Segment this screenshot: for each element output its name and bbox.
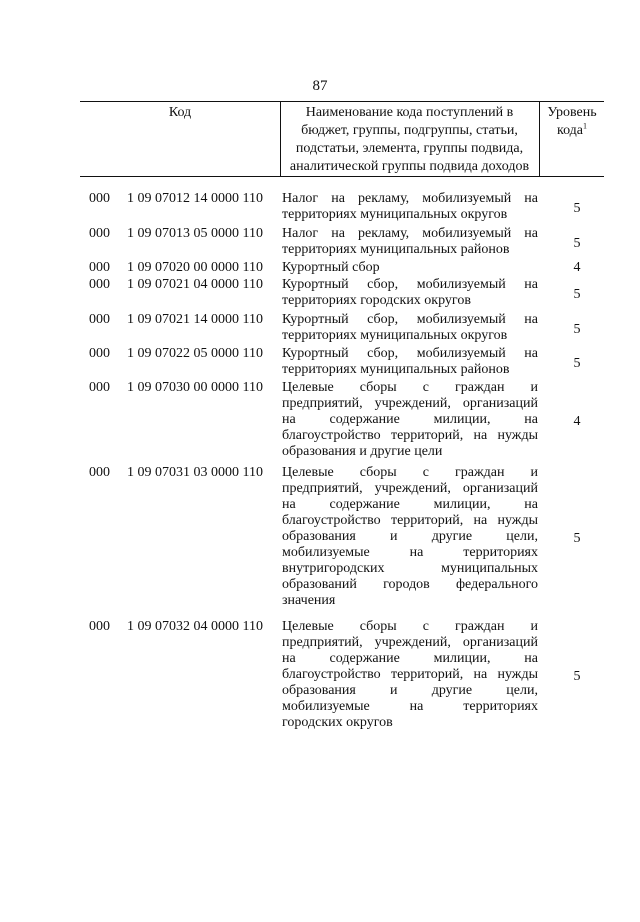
group-code: 000 bbox=[89, 380, 110, 395]
revenue-name-line: территориях муниципальных округов bbox=[282, 207, 508, 222]
revenue-name bbox=[282, 277, 538, 309]
revenue-name-line: предприятий, учреждений, организаций bbox=[282, 396, 538, 411]
code-level: 4 bbox=[573, 414, 581, 429]
revenue-name-line: Целевые сборы с граждан и bbox=[282, 619, 538, 634]
revenue-name-line: благоустройство территорий, на нужды bbox=[282, 667, 538, 682]
code-level: 5 bbox=[573, 531, 581, 546]
revenue-code: 1 09 07021 04 0000 110 bbox=[127, 277, 263, 292]
revenue-name-line: образования и другие цели, bbox=[282, 683, 538, 698]
revenue-name-line: благоустройство территорий, на нужды bbox=[282, 513, 538, 528]
revenue-name bbox=[282, 619, 538, 731]
header-name-line: подстатьи, элемента, группы подвида, bbox=[295, 141, 524, 156]
revenue-name-line: предприятий, учреждений, организаций bbox=[282, 481, 538, 496]
header-level bbox=[540, 102, 604, 176]
revenue-name-line: территориях городских округов bbox=[282, 293, 471, 308]
code-level: 5 bbox=[573, 287, 581, 302]
revenue-name-line: Курортный сбор, мобилизуемый на bbox=[282, 277, 538, 292]
group-code: 000 bbox=[89, 260, 110, 275]
revenue-code: 1 09 07012 14 0000 110 bbox=[127, 191, 263, 206]
revenue-name-line: территориях муниципальных районов bbox=[282, 362, 510, 377]
header-code: Код bbox=[168, 105, 192, 120]
code-level: 5 bbox=[573, 201, 581, 216]
page-number: 87 bbox=[312, 78, 328, 94]
revenue-code: 1 09 07031 03 0000 110 bbox=[127, 465, 263, 480]
revenue-code: 1 09 07032 04 0000 110 bbox=[127, 619, 263, 634]
revenue-name-line: Целевые сборы с граждан и bbox=[282, 465, 538, 480]
revenue-name-line: территориях муниципальных округов bbox=[282, 328, 508, 343]
revenue-name-line: Целевые сборы с граждан и bbox=[282, 380, 538, 395]
group-code: 000 bbox=[89, 226, 110, 241]
revenue-name-line: на содержание милиции, на bbox=[282, 651, 538, 666]
revenue-code: 1 09 07013 05 0000 110 bbox=[127, 226, 263, 241]
group-code: 000 bbox=[89, 346, 110, 361]
revenue-name-line: на содержание милиции, на bbox=[282, 412, 538, 427]
revenue-name-line: предприятий, учреждений, организаций bbox=[282, 635, 538, 650]
revenue-name-line: образований городов федерального bbox=[282, 577, 538, 592]
revenue-name-line: значения bbox=[282, 593, 336, 608]
revenue-name-line: на содержание милиции, на bbox=[282, 497, 538, 512]
revenue-name-line: образования и другие цели bbox=[282, 444, 443, 459]
group-code: 000 bbox=[89, 619, 110, 634]
header-name-line: аналитической группы подвида доходов bbox=[289, 159, 530, 174]
group-code: 000 bbox=[89, 465, 110, 480]
revenue-code: 1 09 07022 05 0000 110 bbox=[127, 346, 263, 361]
revenue-name-line: Налог на рекламу, мобилизуемый на bbox=[282, 226, 538, 241]
header-name-line: Наименование кода поступлений в bbox=[305, 105, 514, 120]
code-level: 5 bbox=[573, 669, 581, 684]
revenue-code: 1 09 07021 14 0000 110 bbox=[127, 312, 263, 327]
group-code: 000 bbox=[89, 191, 110, 206]
revenue-name-line: Курортный сбор, мобилизуемый на bbox=[282, 346, 538, 361]
code-level: 5 bbox=[573, 236, 581, 251]
group-code: 000 bbox=[89, 312, 110, 327]
code-level: 5 bbox=[573, 356, 581, 371]
header-level-line1: Уровень bbox=[547, 105, 597, 120]
revenue-name-line: мобилизуемые на территориях bbox=[282, 545, 538, 560]
table-header bbox=[80, 101, 604, 177]
header-name bbox=[281, 102, 538, 176]
revenue-code: 1 09 07020 00 0000 110 bbox=[127, 260, 263, 275]
revenue-name-line: Курортный сбор bbox=[282, 260, 380, 275]
revenue-code: 1 09 07030 00 0000 110 bbox=[127, 380, 263, 395]
revenue-name bbox=[282, 226, 538, 258]
revenue-name bbox=[282, 191, 538, 223]
revenue-name-line: территориях муниципальных районов bbox=[282, 242, 510, 257]
group-code: 000 bbox=[89, 277, 110, 292]
revenue-name-line: мобилизуемые на территориях bbox=[282, 699, 538, 714]
revenue-name-line: внутригородских муниципальных bbox=[282, 561, 538, 576]
footnote-marker: 1 bbox=[583, 121, 588, 131]
code-level: 5 bbox=[573, 322, 581, 337]
revenue-name-line: образования и другие цели, bbox=[282, 529, 538, 544]
revenue-name bbox=[282, 346, 538, 378]
revenue-name bbox=[282, 380, 538, 460]
header-name-line: бюджет, группы, подгруппы, статьи, bbox=[301, 123, 518, 138]
revenue-name bbox=[282, 312, 538, 344]
revenue-name bbox=[282, 465, 538, 609]
revenue-name-line: благоустройство территорий, на нужды bbox=[282, 428, 538, 443]
code-level: 4 bbox=[573, 260, 581, 275]
header-level-text: кода bbox=[556, 123, 584, 138]
revenue-name-line: городских округов bbox=[282, 715, 393, 730]
revenue-name-line: Налог на рекламу, мобилизуемый на bbox=[282, 191, 538, 206]
revenue-name bbox=[282, 260, 538, 276]
revenue-name-line: Курортный сбор, мобилизуемый на bbox=[282, 312, 538, 327]
header-level-line2 bbox=[540, 122, 604, 140]
